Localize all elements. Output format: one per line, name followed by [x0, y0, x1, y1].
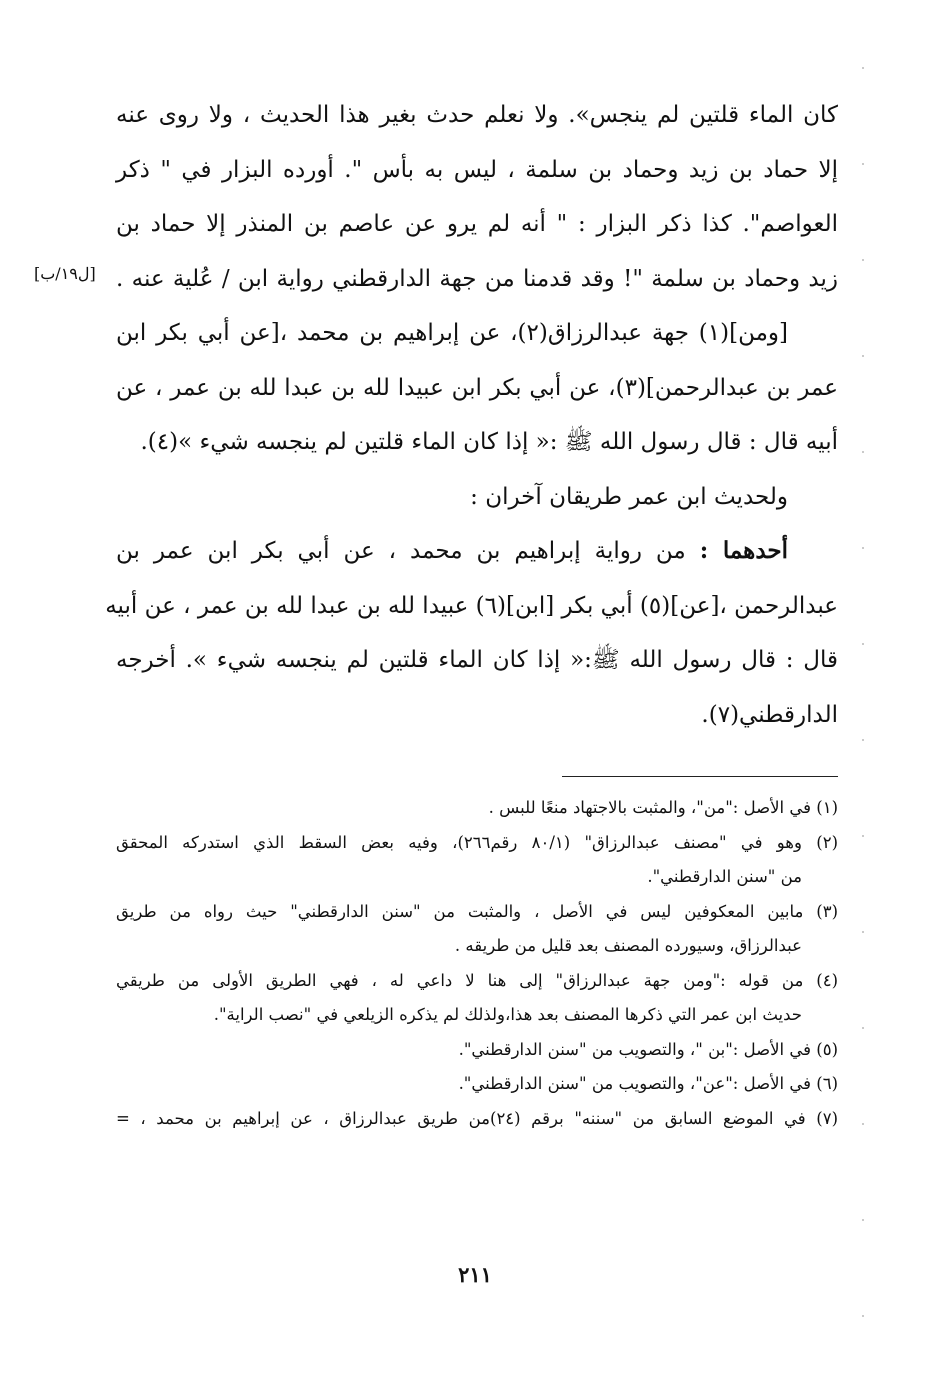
scan-margin-dots [862, 20, 864, 1360]
footnotes [116, 791, 838, 1136]
footnote-line: (١) في الأصل :"من"، والمثبت بالاجتهاد منعًا للبس . [488, 798, 838, 817]
text-line: ولحديث ابن عمر طريقان آخران : [470, 483, 788, 510]
footnote-line: (٥) في الأصل :"بن "، والتصويب من "سنن الدارقطني". [458, 1039, 838, 1059]
main-text [105, 88, 839, 742]
text-line-content: من رواية إبراهيم بن محمد ، عن أبي بكر ابن عمر بن [116, 538, 686, 564]
footnote-line: عبدالرزاق، وسيورده المصنف بعد قليل من طريقه . [454, 936, 802, 955]
text-line: الدارقطني(٧). [701, 701, 838, 728]
text-line: العواصم". كذا ذكر البزار : " أنه لم يرو عن عاصم بن المنذر إلا حماد بن [116, 211, 838, 237]
text-line: زيد وحماد بن سلمة "! وقد قدمنا من جهة الدارقطني رواية ابن / عُلية عنه . [116, 265, 838, 292]
footnote-line: (٢) وهو في "مصنف عبدالرزاق" (٨٠/١ رقم٢٦٦)، وفيه بعض السقط الذي استدركه المحقق [116, 832, 838, 852]
text-line: كان الماء قلتين لم ينجس». ولا نعلم حدث بغير هذا الحديث ، ولا روى عنه [116, 102, 838, 128]
text-line: إلا حماد بن زيد وحماد بن سلمة ، ليس به بأس ". أورده البزار في " ذكر [116, 156, 838, 183]
page-number: ٢١١ [458, 1262, 492, 1287]
footnote-divider [562, 776, 838, 777]
lead-word: أحدهما : [699, 537, 788, 564]
text-line: عبدالرحمن ،[عن](٥) أبي بكر [ابن](٦) عبيدا لله بن عبدا لله بن عمر ، عن أبيه [105, 592, 838, 619]
footnote-line: (٣) مابين المعكوفين ليس في الأصل ، والمثبت من "سنن الدارقطني" حيث رواه من طريق [116, 901, 838, 921]
footnote-line: (٤) من قوله :"ومن جهة عبدالرزاق" إلى هنا لا داعي له ، فهي الطريق الأولى من طريقي [116, 970, 838, 990]
text-line: قال : قال رسول الله ﷺ:« إذا كان الماء قلتين لم ينجسه شيء ». أخرجه [116, 647, 838, 673]
text-line [116, 524, 838, 579]
footnote-line: (٧) في الموضع السابق من "سننه" برقم (٢٤)من طريق عبدالرزاق ، عن إبراهيم بن محمد ، = [116, 1108, 838, 1128]
text-line: أبيه قال : قال رسول الله ﷺ :« إذا كان الماء قلتين لم ينجسه شيء »(٤). [140, 429, 838, 455]
footnote-line: حديث ابن عمر التي ذكرها المصنف بعد هذا،ولذلك لم يذكره الزيلعي في "نصب الراية". [213, 1005, 802, 1024]
text-line: [ومن](١) جهة عبدالرزاق(٢)، عن إبراهيم بن محمد ،[عن أبي بكر ابن [116, 320, 789, 346]
footnote-line: من "سنن الدارقطني". [647, 867, 802, 886]
footnote-line: (٦) في الأصل :"عن"، والتصويب من "سنن الدارقطني". [458, 1074, 838, 1093]
text-line: عمر بن عبدالرحمن](٣)، عن أبي بكر ابن عبيدا لله بن عبدا لله بن عمر ، عن [116, 374, 839, 401]
folio-marker: [ل١٩/ب] [34, 264, 96, 283]
